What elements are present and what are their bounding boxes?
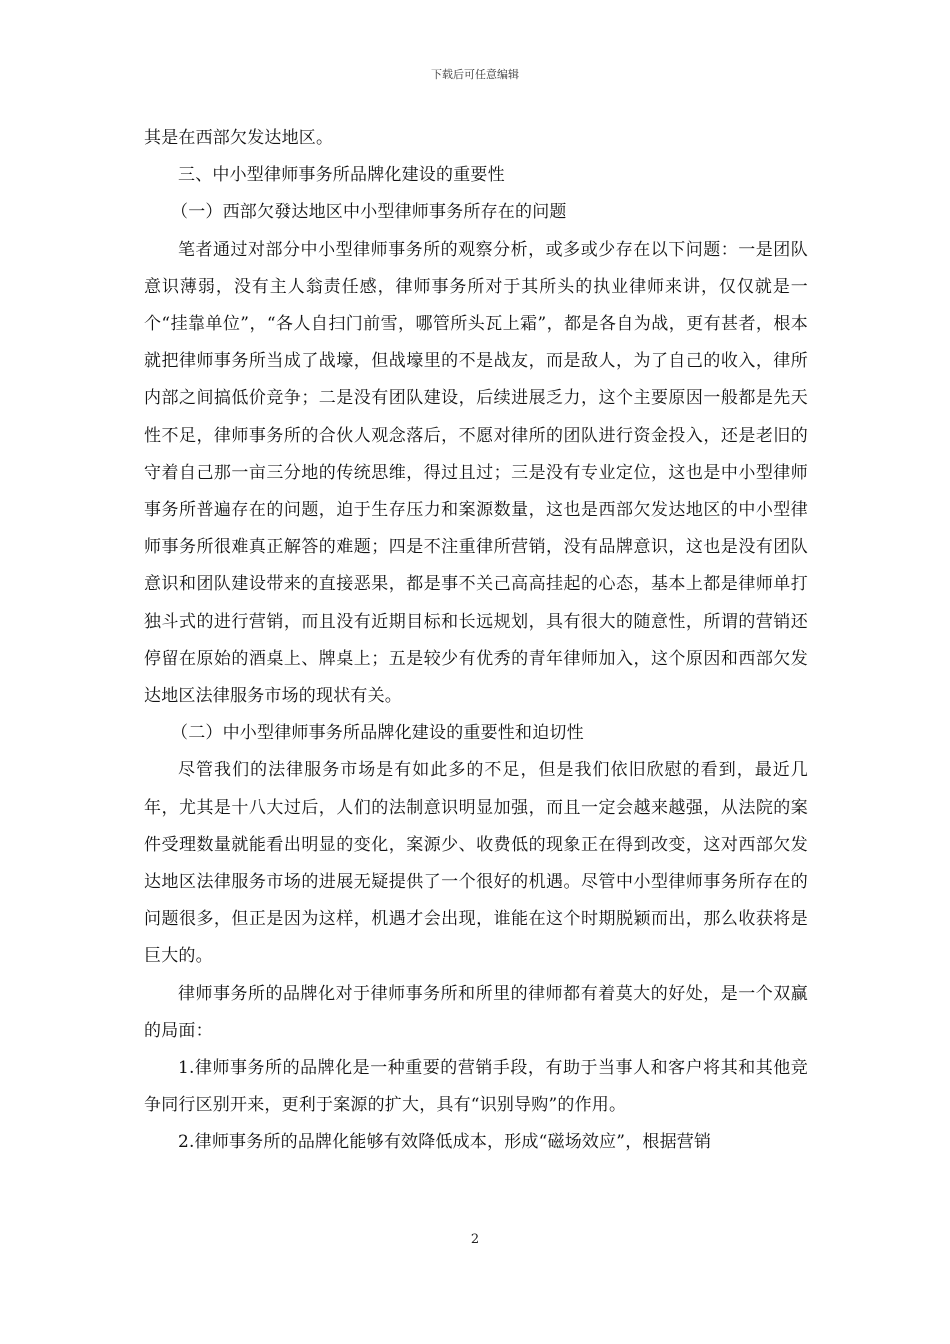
document-body xyxy=(144,120,808,1162)
subsection-heading-2: （二）中小型律师事务所品牌化建设的重要性和迫切性 xyxy=(171,723,584,744)
section-heading: 三、中小型律师事务所品牌化建设的重要性 xyxy=(178,165,505,186)
paragraph-problems: 笔者通过对部分中小型律师事务所的观察分析，或多或少存在以下问题：一是团队意识薄弱，没有主人翁责任感，律师事务所对于其所头的执业律师来讲，仅仅就是一个“挂靠单位”，“各人自扫门前雪，哪管所头瓦上霜”，都是各自为战，更有甚者，根本就把律师事务所当成了战壕，但战壕里的不是战友，而是敌人，为了自己的收入，律所内部之间搞低价竞争；二是没有团队建设，后续进展乏力，这个主要原因一般都是先天性不足，律师事务所的合伙人观念落后，不愿对律所的团队进行资金投入，还是老旧的守着自己那一亩三分地的传统思维，得过且过；三是没有专业定位，这也是中小型律师事务所普遍存在的问题，迫于生存压力和案源数量，这也是西部欠发达地区的中小型律师事务所很难真正解答的难题；四是不注重律所营销，没有品牌意识，这也是没有团队意识和团队建设带来的直接恶果，都是事不关己高高挂起的心态，基本上都是律师单打独斗式的进行营销，而且没有近期目标和长远规划，具有很大的随意性，所谓的营销还停留在原始的酒桌上、牌桌上；五是较少有优秀的青年律师加入，这个原因和西部欠发达地区法律服务市场的现状有关。 xyxy=(144,239,808,707)
page-number: 2 xyxy=(470,1232,480,1247)
list-item-2: 2.律师事务所的品牌化能够有效降低成本，形成“磁场效应”，根据营销 xyxy=(178,1132,712,1153)
paragraph-opportunity: 尽管我们的法律服务市场是有如此多的不足，但是我们依旧欣慰的看到，最近几年，尤其是十八大过后，人们的法制意识明显加强，而且一定会越来越强，从法院的案件受理数量就能看出明显的变化，案源少、收费低的现象正在得到改变，这对西部欠发达地区法律服务市场的进展无疑提供了一个很好的机遇。尽管中小型律师事务所存在的问题很多，但正是因为这样，机遇才会出现，谁能在这个时期脱颖而出，那么收获将是巨大的。 xyxy=(144,760,808,967)
paragraph-continuation: 其是在西部欠发达地区。 xyxy=(144,128,334,148)
subsection-heading-1: （一）西部欠發达地区中小型律师事务所存在的问题 xyxy=(171,202,567,223)
paragraph-win-win: 律师事务所的品牌化对于律师事务所和所里的律师都有着莫大的好处，是一个双赢的局面： xyxy=(144,983,808,1041)
list-item-1: 1.律师事务所的品牌化是一种重要的营销手段，有助于当事人和客户将其和其他竞争同行区别开来，更利于案源的扩大，具有“识别导购”的作用。 xyxy=(144,1058,808,1116)
page-header: 下载后可任意编辑 xyxy=(431,68,519,81)
